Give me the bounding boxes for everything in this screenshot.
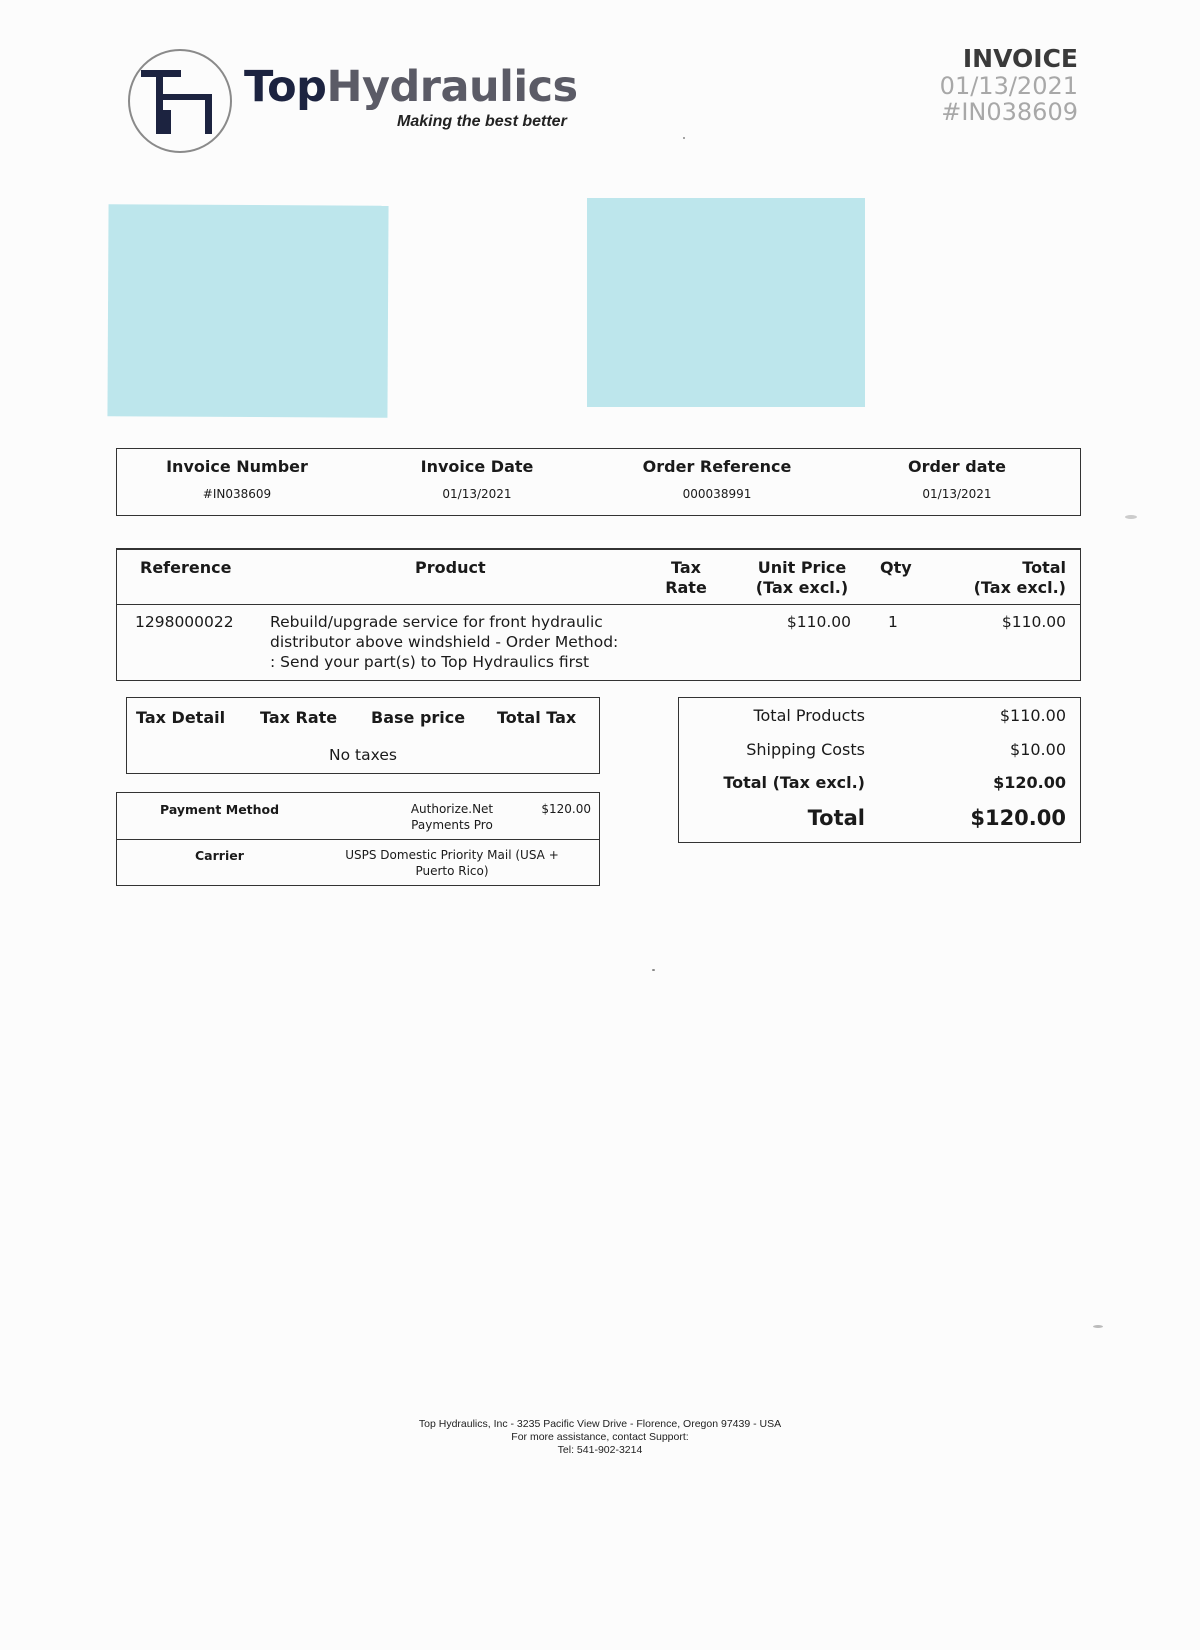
carrier-label: Carrier xyxy=(195,848,244,863)
grand-total-label: Total xyxy=(807,806,865,830)
payment-method-value-line1: Authorize.Net xyxy=(410,802,494,816)
brand-name xyxy=(244,62,578,112)
row-product-line3: : Send your part(s) to Top Hydraulics first xyxy=(270,653,590,671)
total-products-label: Total Products xyxy=(753,706,865,725)
info-col-order-date xyxy=(837,449,1077,515)
tax-detail-table xyxy=(126,697,600,774)
product-table-header xyxy=(117,550,1080,605)
invoice-header xyxy=(940,44,1078,126)
tax-header-rate: Tax Rate xyxy=(260,708,338,727)
no-taxes-text: No taxes xyxy=(329,746,397,764)
row-unit-price: $110.00 xyxy=(786,613,851,631)
info-col-order-reference xyxy=(597,449,837,515)
total-products-value: $110.00 xyxy=(999,706,1066,725)
scan-speck xyxy=(1125,515,1137,519)
col-header-unit-price xyxy=(737,558,867,598)
carrier-value-line1: USPS Domestic Priority Mail (USA + xyxy=(345,848,559,862)
brand-name-part2: Hydraulics xyxy=(326,62,578,112)
scan-speck xyxy=(683,137,685,139)
payment-method-label: Payment Method xyxy=(160,802,280,817)
info-value: #IN038609 xyxy=(202,487,272,501)
row-product-line1: Rebuild/upgrade service for front hydraulic xyxy=(270,613,603,631)
col-header-unit-price-line2: (Tax excl.) xyxy=(755,578,849,597)
payment-method-value xyxy=(342,801,562,833)
product-table xyxy=(116,548,1081,681)
row-qty: 1 xyxy=(888,613,898,631)
shipping-costs-label: Shipping Costs xyxy=(746,740,865,759)
payment-carrier-table xyxy=(116,792,600,886)
col-header-qty: Qty xyxy=(880,558,912,577)
redacted-address-right xyxy=(587,198,865,407)
info-value: 000038991 xyxy=(682,487,752,501)
shipping-costs-value: $10.00 xyxy=(1010,740,1066,759)
info-col-invoice-number xyxy=(117,449,357,515)
col-header-product: Product xyxy=(415,558,486,577)
col-header-total-line1: Total xyxy=(1022,558,1066,577)
footer-support: For more assistance, contact Support: xyxy=(511,1431,689,1443)
col-header-tax-rate xyxy=(661,558,711,598)
grand-total-value: $120.00 xyxy=(970,806,1066,830)
footer-address: Top Hydraulics, Inc - 3235 Pacific View Drive - Florence, Oregon 97439 - USA xyxy=(418,1418,782,1430)
info-header: Order Reference xyxy=(642,457,792,476)
total-tax-excl-value: $120.00 xyxy=(993,773,1066,792)
row-total: $110.00 xyxy=(1001,613,1066,631)
row-product xyxy=(270,612,618,672)
scan-speck xyxy=(652,969,655,971)
header-date: 01/13/2021 xyxy=(939,72,1078,100)
col-header-total-line2: (Tax excl.) xyxy=(973,578,1066,597)
info-col-invoice-date xyxy=(357,449,597,515)
brand-tagline: Making the best better xyxy=(397,113,567,130)
col-header-unit-price-line1: Unit Price xyxy=(757,558,847,577)
company-logo-icon xyxy=(127,48,233,154)
invoice-info-table xyxy=(116,448,1081,516)
info-value: 01/13/2021 xyxy=(922,487,992,501)
carrier-value-line2: Puerto Rico) xyxy=(415,864,489,878)
carrier-row xyxy=(117,839,599,886)
totals-table xyxy=(678,697,1081,843)
carrier-value xyxy=(327,847,577,879)
info-header: Invoice Date xyxy=(420,457,534,476)
total-tax-excl-label: Total (Tax excl.) xyxy=(723,773,865,792)
col-header-tax-rate-line2: Rate xyxy=(665,578,707,597)
header-invoice-number: #IN038609 xyxy=(941,98,1078,127)
footer xyxy=(0,1418,1200,1457)
col-header-reference: Reference xyxy=(140,558,232,577)
row-product-line2: distributor above windshield - Order Method: xyxy=(270,633,619,651)
redacted-address-left xyxy=(107,204,388,417)
document-title: INVOICE xyxy=(962,44,1078,73)
info-value: 01/13/2021 xyxy=(442,487,512,501)
tax-header-base-price: Base price xyxy=(371,708,466,727)
footer-phone: Tel: 541-902-3214 xyxy=(557,1444,643,1456)
payment-method-value-line2: Payments Pro xyxy=(411,818,493,832)
col-header-total xyxy=(974,558,1066,598)
scan-speck xyxy=(1093,1325,1103,1328)
payment-method-row xyxy=(117,793,599,839)
tax-header-detail: Tax Detail xyxy=(136,708,226,727)
info-header: Order date xyxy=(907,457,1006,476)
brand-name-part1: Top xyxy=(244,62,327,112)
tax-header-total-tax: Total Tax xyxy=(497,708,577,727)
info-header: Invoice Number xyxy=(166,457,308,476)
row-reference: 1298000022 xyxy=(135,613,234,631)
col-header-tax-rate-line1: Tax xyxy=(671,558,701,577)
payment-amount: $120.00 xyxy=(541,802,591,816)
